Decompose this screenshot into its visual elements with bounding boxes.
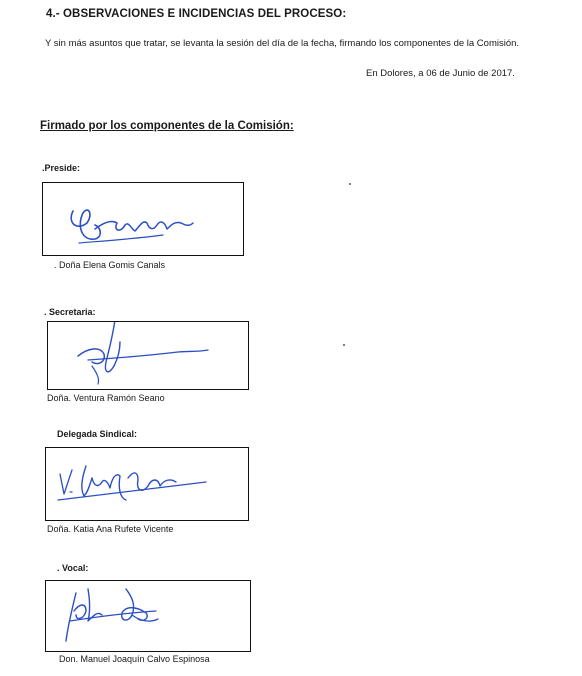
signer-name-president: . Doña Elena Gomis Canals (54, 260, 166, 270)
signers-heading: Firmado por los componentes de la Comisión: (40, 120, 294, 132)
signature-box-union-delegate (45, 447, 249, 521)
signer-name-secretary: Doña. Ventura Ramón Seano (47, 393, 165, 403)
signer-name-union-delegate: Doña. Katia Ana Rufete Vicente (47, 524, 174, 534)
scan-speck (349, 183, 351, 185)
signature-box-secretary (47, 321, 249, 390)
signer-role-secretary: . Secretaria: (44, 307, 96, 317)
section-title: 4.- OBSERVACIONES E INCIDENCIAS DEL PROCESO: (46, 8, 347, 20)
signature-box-president (42, 182, 244, 256)
signer-role-member: . Vocal: (57, 563, 89, 573)
scan-speck (343, 344, 345, 346)
signature-president (43, 183, 243, 255)
closing-paragraph: Y sin más asuntos que tratar, se levanta la sesión del día de la fecha, firmando los componentes de la Comisión. (45, 38, 520, 49)
signature-union-delegate (46, 448, 248, 520)
signer-name-member: Don. Manuel Joaquín Calvo Espinosa (59, 654, 210, 664)
signature-box-member (45, 580, 251, 652)
signer-role-union-delegate: Delegada Sindical: (57, 429, 138, 439)
signature-secretary (48, 322, 248, 389)
place-date: En Dolores, a 06 de Junio de 2017. (366, 68, 515, 79)
signer-role-president: .Preside: (42, 163, 81, 173)
signature-member (46, 581, 250, 651)
